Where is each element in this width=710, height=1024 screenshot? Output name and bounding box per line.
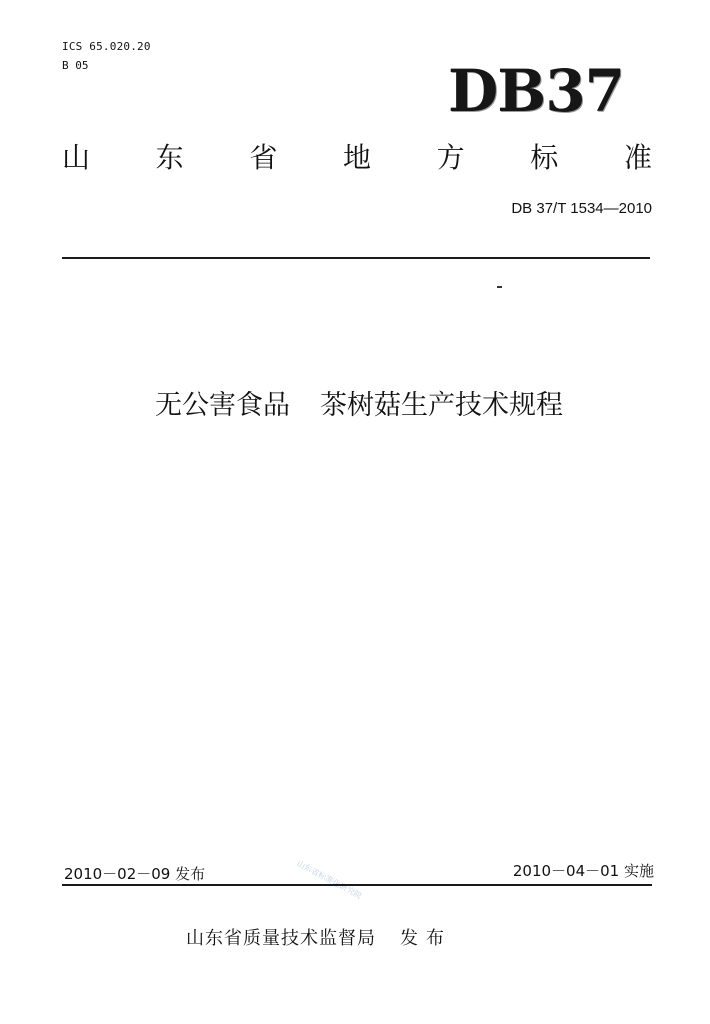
standard-type-char: 地 <box>342 141 371 174</box>
standard-number: DB 37/T 1534—2010 <box>511 200 652 217</box>
standard-type-char: 山 <box>62 141 91 174</box>
scan-speck <box>497 286 502 288</box>
implementation-date: 2010－04－01 实施 <box>512 862 654 880</box>
ics-code: ICS 65.020.20 <box>62 40 151 53</box>
standard-type-char: 标 <box>530 141 559 174</box>
issue-date: 2010－02－09 发布 <box>64 865 206 883</box>
standard-type-char: 东 <box>155 141 184 174</box>
header-divider <box>62 257 650 259</box>
issuer-action: 发布 <box>400 928 452 949</box>
standard-type-char: 方 <box>436 141 465 174</box>
issuing-authority <box>186 927 452 951</box>
title-part-1: 无公害食品 <box>155 390 290 421</box>
title-part-2: 茶树菇生产技术规程 <box>320 390 563 421</box>
issuer-name: 山东省质量技术监督局 <box>186 928 376 949</box>
watermark-stamp: 山东省标准化研究院 <box>295 858 364 901</box>
db37-logo: DB37 <box>448 57 625 125</box>
standard-type-heading <box>62 140 652 176</box>
standard-type-char: 省 <box>249 141 278 174</box>
footer-divider <box>62 884 652 886</box>
document-title <box>0 388 710 424</box>
standard-type-char: 准 <box>623 141 652 174</box>
classification-code: B 05 <box>62 59 89 72</box>
